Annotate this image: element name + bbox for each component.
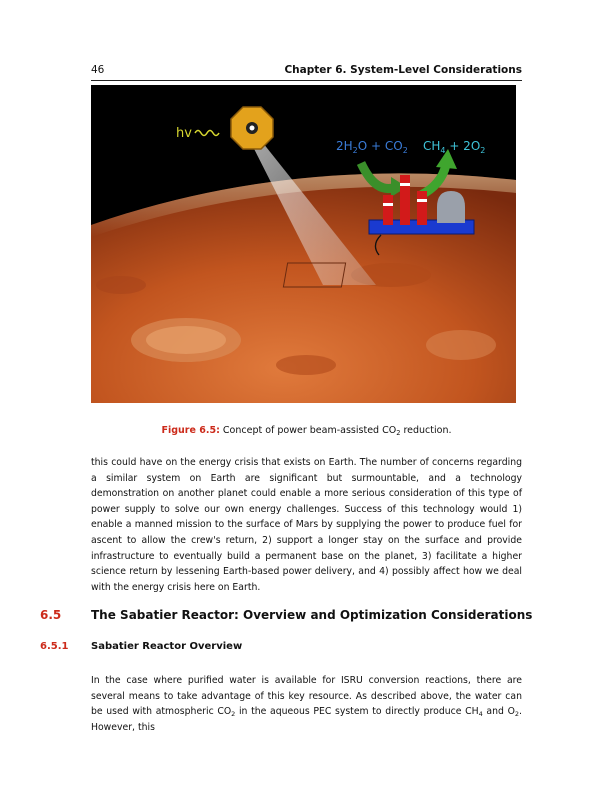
page-header xyxy=(91,64,522,78)
page-number: 46 xyxy=(91,64,105,76)
figure-mars-power-beam xyxy=(91,85,516,403)
satellite-core-light xyxy=(250,126,255,131)
section-title: The Sabatier Reactor: Overview and Optimization Considerations xyxy=(91,608,533,622)
reactants-label: $2H_2O + CO_2$ xyxy=(336,139,408,155)
stack-stripe xyxy=(400,183,410,186)
subsection-title: Sabatier Reactor Overview xyxy=(91,641,243,652)
body-paragraph: In the case where purified water is available for ISRU conversion reactions, there are several means to take advantage of this key resource. As described above, the water can be used with atmospheric $CO_2$ in the aqueous PEC system to directly produce $CH_4$ and $O_2$. However, this xyxy=(91,675,523,733)
reactor-stack xyxy=(383,195,393,225)
stack-stripe xyxy=(417,199,427,202)
subsection-heading xyxy=(40,641,540,652)
section-heading xyxy=(40,608,540,622)
figure-caption xyxy=(91,425,522,436)
reactor-stack xyxy=(417,191,427,225)
body-paragraph: this could have on the energy crisis that exists on Earth. The number of concerns regarding a similar system on Earth are significant but surmountable, and a technology demonstration on another planet could enable a more serious consideration of this type of power supply to solve our own energy challenges. Success of this technology would 1) enable a manned mission to the surface of Mars by supplying the power to produce fuel for ascent to allow the crew's return, 2) support a longer stay on the surface and provide infrastructure to eventually build a permanent base on the planet, 3) facilitate a higher science return by lessening Earth-based power delivery, and 4) possibly affect how we deal with the energy crisis here on Earth. xyxy=(91,457,522,593)
header-rule xyxy=(91,80,522,81)
subsection-number: 6.5.1 xyxy=(40,641,69,652)
section-number: 6.5 xyxy=(40,608,62,622)
crater xyxy=(146,326,226,354)
reactor-stack xyxy=(400,175,410,225)
caption-text: Concept of power beam-assisted $CO_2$ reduction. xyxy=(222,425,452,437)
running-title: Chapter 6. System-Level Considerations xyxy=(284,64,522,76)
stack-stripe xyxy=(383,203,393,206)
storage-tank xyxy=(437,191,465,223)
caption-label: Figure 6.5: xyxy=(161,425,220,436)
crater xyxy=(96,276,146,294)
crater xyxy=(426,330,496,360)
hv-label: hv xyxy=(176,126,192,141)
figure-illustration xyxy=(91,85,516,403)
crater xyxy=(276,355,336,375)
products-label: $CH_4 + 2O_2$ xyxy=(423,139,486,155)
